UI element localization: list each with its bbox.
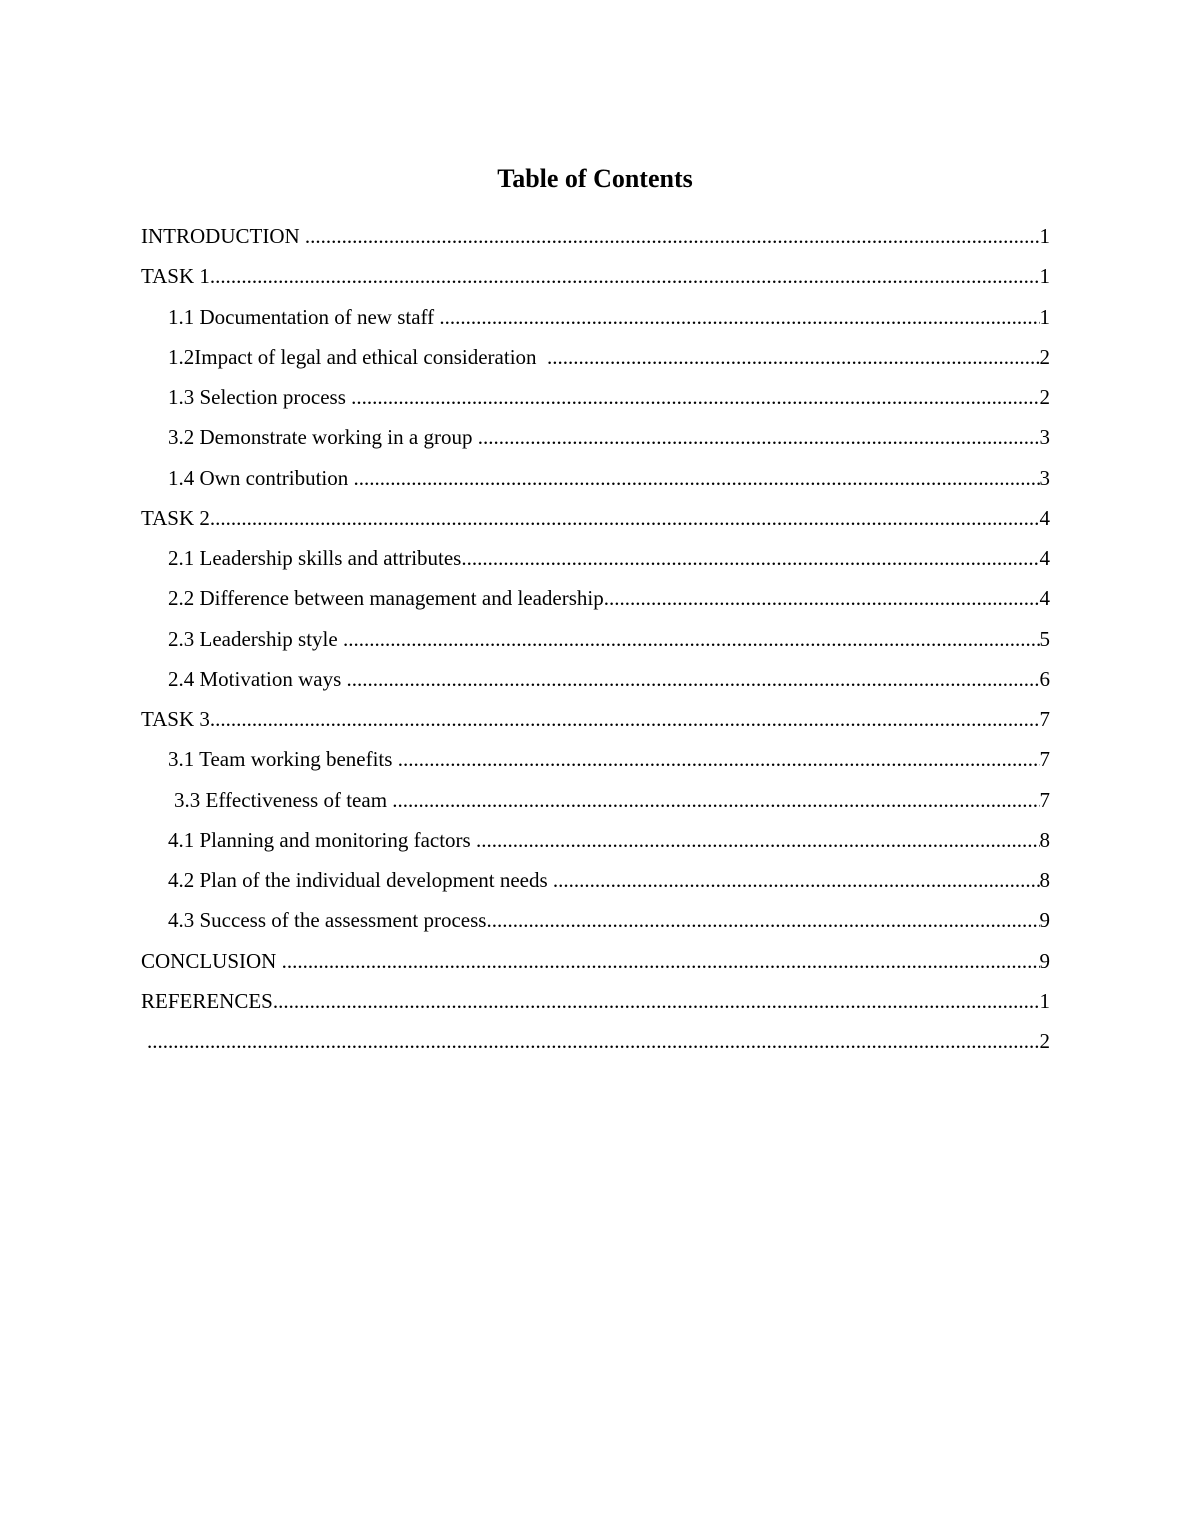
toc-entry-introduction[interactable] xyxy=(141,216,1050,256)
toc-entry-references[interactable] xyxy=(141,981,1050,1021)
toc-entry-3-2[interactable] xyxy=(141,417,1050,457)
toc-entry-4-2[interactable] xyxy=(141,860,1050,900)
dot-leader xyxy=(210,498,1040,538)
toc-entry-2-1[interactable] xyxy=(141,538,1050,578)
dot-leader xyxy=(210,256,1040,296)
toc-entry-page-number: 8 xyxy=(1039,827,1050,852)
toc-entry-2-4[interactable] xyxy=(141,659,1050,699)
dot-leader xyxy=(273,981,1040,1021)
toc-entry-untitled[interactable] xyxy=(141,1021,1050,1061)
toc-entry-2-2[interactable] xyxy=(141,578,1050,618)
toc-entry-page-number: 4 xyxy=(1039,505,1050,530)
toc-entry-1-4[interactable] xyxy=(141,458,1050,498)
dot-leader xyxy=(478,417,1040,457)
dot-leader xyxy=(147,1021,1040,1061)
toc-entry-2-3[interactable] xyxy=(141,619,1050,659)
toc-entry-page-number: 1 xyxy=(1039,988,1050,1013)
toc-entry-page-number: 3 xyxy=(1039,425,1050,450)
toc-entry-label: 3.3 Effectiveness of team xyxy=(174,787,393,812)
toc-entry-page-number: 8 xyxy=(1039,868,1050,892)
toc-entry-label: REFERENCES xyxy=(141,988,273,1013)
toc-entry-page-number: 5 xyxy=(1039,626,1050,651)
toc-entry-label: INTRODUCTION xyxy=(141,224,305,248)
dot-leader xyxy=(351,377,1039,417)
toc-entry-3-1[interactable] xyxy=(141,739,1050,779)
toc-entry-task-1[interactable] xyxy=(141,256,1050,296)
toc-entry-page-number: 6 xyxy=(1039,666,1050,691)
toc-entry-4-1[interactable] xyxy=(141,820,1050,860)
toc-entry-1-3[interactable] xyxy=(141,377,1050,417)
toc-entry-page-number: 7 xyxy=(1039,707,1050,731)
toc-entry-label: 2.1 Leadership skills and attributes xyxy=(168,546,462,570)
dot-leader xyxy=(347,659,1040,699)
toc-entry-1-2[interactable] xyxy=(141,337,1050,377)
dot-leader xyxy=(461,538,1039,578)
toc-entry-conclusion[interactable] xyxy=(141,941,1050,981)
toc-entry-page-number: 7 xyxy=(1039,787,1050,812)
toc-entry-page-number: 4 xyxy=(1039,546,1050,570)
toc-list xyxy=(141,216,1050,1061)
toc-entry-label: CONCLUSION xyxy=(141,948,282,973)
toc-entry-task-2[interactable] xyxy=(141,498,1050,538)
toc-entry-page-number: 2 xyxy=(1039,385,1050,409)
toc-entry-label: TASK 2 xyxy=(141,505,210,530)
toc-entry-label: 2.3 Leadership style xyxy=(168,626,343,651)
toc-entry-label: 3.2 Demonstrate working in a group xyxy=(168,425,478,450)
dot-leader xyxy=(476,820,1040,860)
toc-entry-page-number: 1 xyxy=(1039,304,1050,329)
toc-entry-label: TASK 1 xyxy=(141,264,210,289)
dot-leader xyxy=(439,297,1039,337)
toc-entry-label: 4.3 Success of the assessment process xyxy=(168,908,487,933)
dot-leader xyxy=(305,216,1040,256)
toc-entry-label: TASK 3 xyxy=(141,707,210,731)
dot-leader xyxy=(398,739,1040,779)
dot-leader xyxy=(353,458,1039,498)
toc-entry-label: 4.1 Planning and monitoring factors xyxy=(168,827,476,852)
dot-leader xyxy=(604,578,1040,618)
toc-entry-page-number: 2 xyxy=(1039,1029,1050,1053)
dot-leader xyxy=(553,860,1040,900)
toc-entry-page-number: 9 xyxy=(1039,908,1050,933)
toc-entry-page-number: 2 xyxy=(1039,344,1050,369)
toc-entry-label: 2.2 Difference between management and leadership xyxy=(168,586,604,611)
dot-leader xyxy=(210,699,1040,739)
toc-entry-page-number: 4 xyxy=(1039,586,1050,611)
toc-entry-1-1[interactable] xyxy=(141,297,1050,337)
page-title: Table of Contents xyxy=(497,164,693,193)
toc-entry-page-number: 9 xyxy=(1039,948,1050,973)
toc-entry-task-3[interactable] xyxy=(141,699,1050,739)
dot-leader xyxy=(486,900,1039,940)
dot-leader xyxy=(282,941,1040,981)
dot-leader xyxy=(547,337,1039,377)
toc-entry-4-3[interactable] xyxy=(141,900,1050,940)
toc-entry-label: 2.4 Motivation ways xyxy=(168,666,347,691)
toc-entry-label: 1.2Impact of legal and ethical consideration xyxy=(168,344,548,369)
toc-entry-page-number: 3 xyxy=(1039,465,1050,490)
toc-entry-label: 4.2 Plan of the individual development needs xyxy=(168,868,553,892)
toc-entry-label: 1.3 Selection process xyxy=(168,385,352,409)
dot-leader xyxy=(392,780,1039,820)
toc-entry-label: 3.1 Team working benefits xyxy=(168,747,398,772)
toc-entry-3-3[interactable] xyxy=(141,780,1050,820)
toc-entry-page-number: 7 xyxy=(1039,747,1050,772)
dot-leader xyxy=(343,619,1040,659)
toc-entry-page-number: 1 xyxy=(1039,224,1050,248)
toc-entry-page-number: 1 xyxy=(1039,264,1050,289)
toc-entry-label: 1.1 Documentation of new staff xyxy=(168,304,440,329)
toc-entry-label: 1.4 Own contribution xyxy=(168,465,354,490)
